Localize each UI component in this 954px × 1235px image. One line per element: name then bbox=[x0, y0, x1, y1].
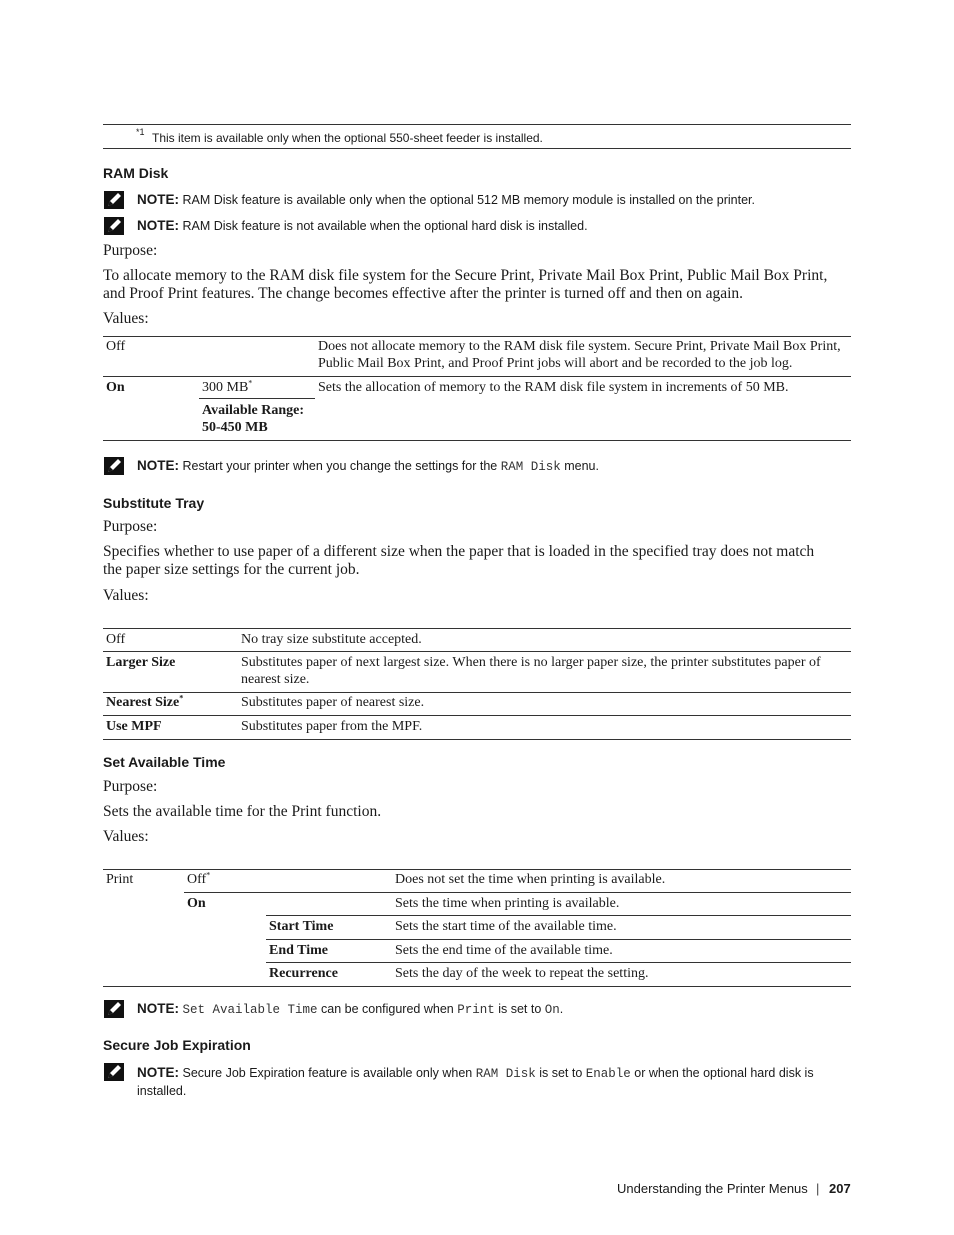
note-text: RAM Disk feature is not available when the optional hard disk is installed. bbox=[182, 219, 588, 233]
note-text: can be configured when bbox=[321, 1002, 454, 1016]
desc-line: Substitutes paper of next largest size. When there is no larger paper size, the printer substitutes paper of bbox=[241, 655, 821, 670]
note-label: NOTE: bbox=[137, 1065, 179, 1080]
note-code: On bbox=[544, 1003, 560, 1017]
table-row-label: Off bbox=[106, 632, 126, 647]
table-cell-recurrence-desc: Sets the day of the week to repeat the setting. bbox=[395, 966, 649, 981]
table-cell-range bbox=[202, 402, 304, 436]
note-text: menu. bbox=[564, 459, 599, 473]
note-text: is set to bbox=[498, 1002, 542, 1016]
page-number: 207 bbox=[829, 1181, 851, 1196]
footnote-mark: *1 bbox=[136, 127, 145, 137]
note-text-line: installed. bbox=[137, 1084, 187, 1098]
note-label: NOTE: bbox=[137, 218, 179, 233]
table-cell-on-desc: Sets the time when printing is available. bbox=[395, 896, 620, 911]
section-heading-set-available-time: Set Available Time bbox=[103, 754, 226, 770]
purpose-label: Purpose: bbox=[103, 778, 158, 795]
section-heading-ram-disk: RAM Disk bbox=[103, 165, 169, 181]
table-cell-recurrence: Recurrence bbox=[269, 966, 338, 981]
value-text: 300 MB bbox=[202, 380, 249, 395]
label-text: Nearest Size bbox=[106, 695, 180, 710]
default-mark: * bbox=[206, 870, 211, 880]
note-text: Secure Job Expiration feature is available only when bbox=[182, 1066, 473, 1080]
table-row-label: Larger Size bbox=[106, 655, 176, 670]
default-mark: * bbox=[179, 693, 184, 703]
table-row-desc: No tray size substitute accepted. bbox=[241, 632, 422, 647]
table-cell-print: Print bbox=[106, 872, 134, 887]
desc-line: Public Mail Box Print, and Proof Print jobs will abort and be recorded to the job log. bbox=[318, 356, 793, 371]
section-heading-substitute-tray: Substitute Tray bbox=[103, 495, 205, 511]
note-code: RAM Disk bbox=[475, 1067, 536, 1081]
table-cell-on-desc: Sets the allocation of memory to the RAM disk file system in increments of 50 MB. bbox=[318, 380, 789, 395]
desc-line: nearest size. bbox=[241, 672, 310, 687]
table-cell-on: On bbox=[187, 896, 206, 911]
note-label: NOTE: bbox=[137, 192, 179, 207]
note-ram-disk-memory bbox=[137, 192, 755, 207]
table-cell-end-time-desc: Sets the end time of the available time. bbox=[395, 943, 613, 958]
note-text: or when the optional hard disk is bbox=[634, 1066, 814, 1080]
desc-line: Does not allocate memory to the RAM disk file system. Secure Print, Private Mail Box Print, bbox=[318, 339, 841, 354]
range-label: Available Range: bbox=[202, 403, 305, 418]
note-code: Enable bbox=[585, 1067, 631, 1081]
note-label: NOTE: bbox=[137, 1001, 179, 1016]
table-cell-on: On bbox=[106, 380, 125, 395]
table-cell-end-time: End Time bbox=[269, 943, 329, 958]
note-pencil-icon bbox=[104, 1063, 124, 1081]
table-cell-on-value bbox=[202, 379, 252, 396]
table-row-desc: Substitutes paper of nearest size. bbox=[241, 695, 425, 710]
values-label: Values: bbox=[103, 310, 149, 327]
note-text: Restart your printer when you change the settings for the bbox=[182, 459, 498, 473]
table-cell-off: Off bbox=[106, 339, 126, 354]
table-cell-off-desc: Does not set the time when printing is available. bbox=[395, 872, 666, 887]
note-pencil-icon bbox=[104, 457, 124, 475]
footnote bbox=[103, 124, 851, 149]
footer-separator: | bbox=[816, 1181, 820, 1196]
note-text: RAM Disk feature is available only when the optional 512 MB memory module is installed on the printer. bbox=[182, 193, 755, 207]
note-label: NOTE: bbox=[137, 458, 179, 473]
note-pencil-icon bbox=[104, 217, 124, 235]
table-cell-off bbox=[187, 871, 210, 888]
note-restart-printer bbox=[137, 458, 599, 474]
note-code: RAM Disk bbox=[500, 460, 561, 474]
note-code: Print bbox=[457, 1003, 495, 1017]
table-cell-off-desc bbox=[318, 338, 851, 372]
default-mark: * bbox=[248, 378, 253, 388]
label-text: Off bbox=[187, 872, 207, 887]
purpose-label: Purpose: bbox=[103, 518, 158, 535]
table-row-label: Use MPF bbox=[106, 719, 162, 734]
range-value: 50-450 MB bbox=[202, 420, 268, 435]
purpose-text bbox=[103, 267, 863, 303]
table-cell-start-time-desc: Sets the start time of the available time. bbox=[395, 919, 617, 934]
purpose-label: Purpose: bbox=[103, 242, 158, 259]
note-text: is set to bbox=[539, 1066, 583, 1080]
values-label: Values: bbox=[103, 828, 149, 845]
table-cell-start-time: Start Time bbox=[269, 919, 334, 934]
purpose-text: Sets the available time for the Print function. bbox=[103, 803, 382, 820]
purpose-text bbox=[103, 543, 863, 579]
note-text: . bbox=[559, 1002, 564, 1016]
note-pencil-icon bbox=[104, 1000, 124, 1018]
table-row-desc bbox=[241, 654, 851, 688]
purpose-line: the paper size settings for the current job. bbox=[103, 561, 360, 578]
note-pencil-icon bbox=[104, 191, 124, 209]
values-label: Values: bbox=[103, 587, 149, 604]
purpose-line: To allocate memory to the RAM disk file system for the Secure Print, Private Mail Box Print, Public Mail Box Print, bbox=[103, 267, 828, 284]
table-row-desc: Substitutes paper from the MPF. bbox=[241, 719, 423, 734]
note-ram-disk-hard-disk bbox=[137, 218, 588, 233]
note-code: Set Available Time bbox=[182, 1003, 318, 1017]
purpose-line: and Proof Print features. The change becomes effective after the printer is turned off and then on again. bbox=[103, 285, 744, 302]
note-secure-job-expiration bbox=[137, 1064, 851, 1100]
note-set-available-time bbox=[137, 1001, 563, 1017]
table-row-label bbox=[106, 694, 183, 711]
footnote-text: This item is available only when the optional 550-sheet feeder is installed. bbox=[152, 131, 543, 145]
section-heading-secure-job-expiration: Secure Job Expiration bbox=[103, 1037, 251, 1053]
footer-section-title: Understanding the Printer Menus bbox=[617, 1181, 808, 1196]
purpose-line: Specifies whether to use paper of a different size when the paper that is loaded in the specified tray does not match bbox=[103, 543, 815, 560]
